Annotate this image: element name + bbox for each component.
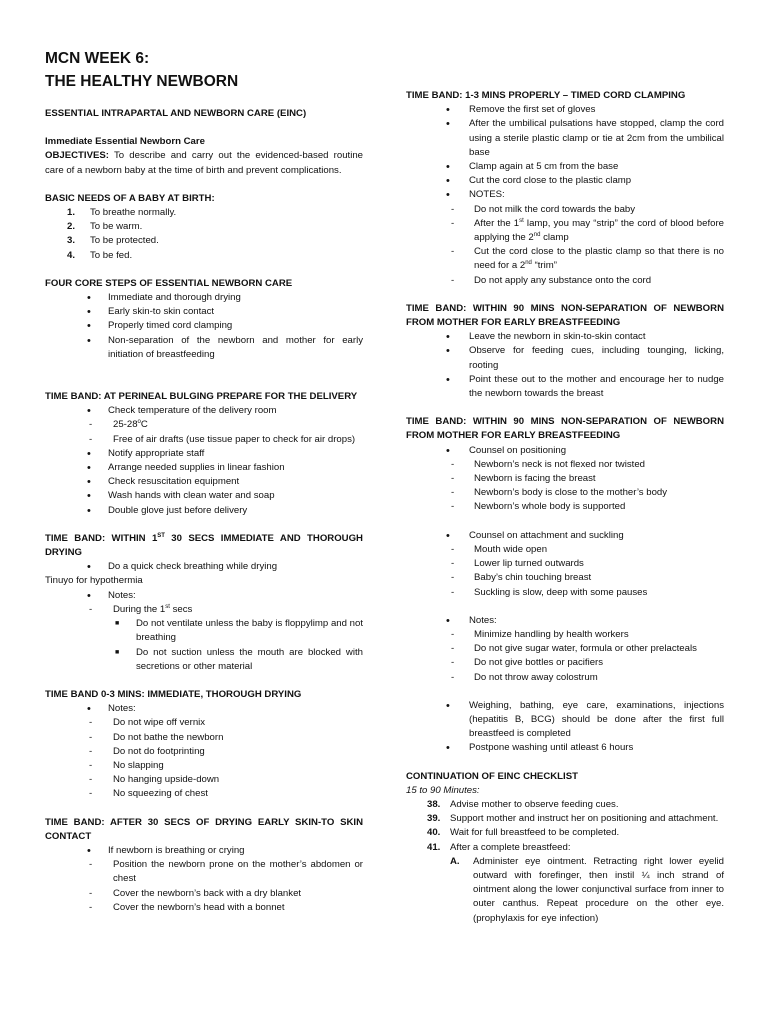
dash-icon: - — [89, 901, 93, 913]
list-item: A. Administer eye ointment. Retracting right lower eyelid outward with forefinger, then instil ¼ inch strand of ointment along the lower conjunctival surface from inner to outer canthus. Repeat procedure on the other eye. (prophylaxis for eye infection) — [450, 855, 724, 924]
dash-icon: - — [451, 671, 455, 683]
non-separation-heading-2: TIME BAND: WITHIN 90 MINS NON-SEPARATION OF NEWBORN FROM MOTHER FOR EARLY BREASTFEEDING — [406, 416, 724, 442]
bullet-icon: • — [87, 476, 91, 489]
list-item: - Cut the cord close to the plastic clamp so that there is no need for a 2nd “trim” — [451, 246, 724, 272]
dash-icon: - — [451, 543, 455, 555]
bullet-icon: • — [87, 703, 91, 716]
list-item: - Do not milk the cord towards the baby — [406, 203, 724, 217]
list-item: 2. To be warm. — [45, 220, 363, 234]
bullet-icon: • — [446, 331, 450, 344]
list-item: - Do not do footprinting — [45, 745, 363, 759]
list-item: • Check resuscitation equipment — [87, 476, 240, 489]
bullet-icon: • — [87, 490, 91, 503]
bullet-icon: • — [87, 447, 91, 460]
list-number: 1. — [67, 207, 76, 219]
bullet-icon: • — [87, 561, 91, 574]
list-item: ■ Do not suction unless the mouth are blocked with secretions or other material — [115, 646, 363, 672]
list-item: • Counsel on positioning — [446, 444, 567, 457]
list-item: - Newborn is facing the breast — [406, 472, 724, 486]
bullet-icon: • — [446, 118, 450, 131]
bullet-icon: • — [446, 742, 450, 755]
list-item: • Observe for feeding cues, including tounging, licking, rooting — [446, 345, 724, 371]
dash-icon: - — [451, 473, 455, 485]
bullet-icon: • — [446, 529, 450, 542]
bullet-icon: • — [87, 334, 91, 347]
list-item: • Arrange needed supplies in linear fashion — [87, 462, 285, 475]
list-number: 39. — [427, 813, 441, 825]
list-item: - Cover the newborn’s head with a bonnet — [45, 901, 363, 915]
right-column — [406, 0, 724, 926]
list-item: - Do not give sugar water, formula or other prelacteals — [406, 642, 724, 656]
list-item: - Do not bathe the newborn — [45, 731, 363, 745]
bullet-icon: • — [87, 589, 91, 602]
four-core-heading: FOUR CORE STEPS OF ESSENTIAL NEWBORN CARE — [45, 277, 293, 289]
left-column — [45, 0, 363, 915]
list-item: • Non-separation of the newborn and mother for early initiation of breastfeeding — [87, 334, 363, 360]
list-item: - Do not apply any substance onto the cord — [406, 274, 724, 288]
bullet-icon: • — [446, 189, 450, 202]
objectives-text: To describe and carry out the evidenced-based routine care of a newborn baby at the time of birth and prevent complications. — [45, 150, 363, 176]
list-item: - Position the newborn prone on the mother’s abdomen or chest — [89, 859, 363, 885]
bullet-icon: • — [446, 614, 450, 627]
list-item: • Properly timed cord clamping — [87, 320, 233, 333]
list-item: - Newborn’s neck is not flexed nor twisted — [406, 458, 724, 472]
bullet-icon: • — [87, 320, 91, 333]
list-item: • Wash hands with clean water and soap — [87, 490, 275, 503]
list-item: • Immediate and thorough drying — [87, 292, 241, 305]
immediate-care-heading: Immediate Essential Newborn Care — [45, 136, 205, 148]
dash-icon: - — [451, 487, 455, 499]
cord-clamping-heading: TIME BAND: 1-3 MINS PROPERLY – TIMED CORD CLAMPING — [406, 90, 686, 101]
list-item: • Clamp again at 5 cm from the base — [446, 161, 619, 174]
list-item: - Do not give bottles or pacifiers — [406, 656, 724, 670]
list-item: - After the 1st lamp, you may “strip” the cord of blood before applying the 2nd clamp — [451, 217, 725, 244]
list-item: - Free of air drafts (use tissue paper to check for air drops) — [45, 433, 363, 447]
list-item: - During the 1st secs — [45, 603, 363, 617]
list-number: 40. — [427, 827, 441, 839]
checklist-heading: CONTINUATION OF EINC CHECKLIST — [406, 770, 578, 782]
bullet-icon: • — [446, 175, 450, 188]
list-item: 4. To be fed. — [45, 249, 363, 263]
perineal-heading: TIME BAND: AT PERINEAL BULGING PREPARE FOR THE DELIVERY — [45, 391, 358, 403]
dash-icon: - — [89, 745, 93, 757]
dash-icon: - — [89, 419, 93, 431]
non-separation-heading-1: TIME BAND: WITHIN 90 MINS NON-SEPARATION OF NEWBORN FROM MOTHER FOR EARLY BREASTFEEDING — [406, 302, 724, 329]
list-item: • Notes: — [87, 703, 136, 716]
list-item: • Notes: — [87, 589, 136, 602]
within-30-secs-heading: TIME BAND: WITHIN 1ST 30 SECS IMMEDIATE AND THOROUGH DRYING — [45, 532, 363, 559]
list-item: • Cut the cord close to the plastic clamp — [446, 175, 632, 188]
list-item: 3. To be protected. — [45, 234, 363, 248]
list-item: - Cover the newborn’s back with a dry blanket — [45, 887, 363, 901]
list-item: 40. Wait for full breastfeed to be completed. — [406, 826, 724, 840]
dash-icon: - — [451, 572, 455, 584]
dash-icon: - — [451, 203, 455, 215]
list-item: 41. After a complete breastfeed: — [406, 841, 724, 855]
bullet-icon: • — [446, 104, 450, 117]
bullet-icon: • — [87, 306, 91, 319]
list-item: - Newborn’s body is close to the mother’s body — [406, 486, 724, 500]
dash-icon: - — [89, 603, 93, 615]
list-item: - Do not throw away colostrum — [406, 671, 724, 685]
checklist-subheading: 15 to 90 Minutes: — [406, 784, 480, 796]
bullet-icon: • — [87, 292, 91, 305]
list-number: 2. — [67, 221, 76, 233]
objectives-paragraph — [45, 149, 363, 177]
list-item: 1. To breathe normally. — [45, 206, 363, 220]
square-bullet-icon: ■ — [115, 620, 120, 628]
bullet-icon: • — [87, 462, 91, 475]
list-item: • Counsel on attachment and suckling — [446, 529, 624, 542]
list-item: - Lower lip turned outwards — [406, 557, 724, 571]
list-item: - No squeezing of chest — [45, 787, 363, 801]
bullet-icon: • — [446, 373, 450, 386]
list-number: 38. — [427, 798, 441, 810]
dash-icon: - — [89, 433, 93, 445]
dash-icon: - — [89, 788, 93, 800]
dash-icon: - — [89, 774, 93, 786]
dash-icon: - — [89, 859, 93, 871]
dash-icon: - — [451, 501, 455, 513]
list-item: • Check temperature of the delivery room — [87, 405, 277, 418]
list-item: - No slapping — [45, 759, 363, 773]
dash-icon: - — [451, 586, 455, 598]
list-item: • If newborn is breathing or crying — [87, 844, 245, 857]
dash-icon: - — [451, 274, 455, 286]
dash-icon: - — [451, 246, 455, 258]
list-letter: A. — [450, 855, 460, 867]
list-item: • NOTES: — [446, 189, 505, 202]
list-item: • Remove the first set of gloves — [446, 104, 596, 117]
square-bullet-icon: ■ — [115, 648, 120, 656]
list-item: • After the umbilical pulsations have stopped, clamp the cord using a sterile plastic clamp or tie at 2cm from the umbilical base — [446, 118, 724, 158]
list-item: - Baby’s chin touching breast — [406, 571, 724, 585]
list-item: ■ Do not ventilate unless the baby is floppylimp and not breathing — [115, 618, 363, 644]
page-title-line1: MCN WEEK 6: — [45, 50, 150, 67]
list-item: 39. Support mother and instruct her on positioning and attachment. — [406, 812, 724, 826]
dash-icon: - — [89, 887, 93, 899]
dash-icon: - — [451, 458, 455, 470]
bullet-icon: • — [446, 444, 450, 457]
list-number: 41. — [427, 841, 441, 853]
list-item: - Mouth wide open — [406, 543, 724, 557]
list-item: - Minimize handling by health workers — [406, 628, 724, 642]
list-item: • Notes: — [446, 614, 497, 627]
page-title-line2: THE HEALTHY NEWBORN — [45, 73, 239, 90]
bullet-icon: • — [87, 844, 91, 857]
list-item: • Postpone washing until atleast 6 hours — [446, 742, 634, 755]
list-item: - No hanging upside-down — [45, 773, 363, 787]
dash-icon: - — [89, 759, 93, 771]
tinuyo-note: Tinuyo for hypothermia — [45, 575, 143, 587]
dash-icon: - — [451, 558, 455, 570]
after-30-secs-heading: TIME BAND: AFTER 30 SECS OF DRYING EARLY SKIN-TO SKIN CONTACT — [45, 816, 363, 842]
temperature-range: 25-28$^o$C — [113, 419, 148, 431]
list-item: - Do not wipe off vernix — [45, 716, 363, 730]
list-item: 38. Advise mother to observe feeding cues. — [406, 798, 724, 812]
list-number: 3. — [67, 235, 76, 247]
bullet-icon: • — [446, 699, 450, 712]
bullet-icon: • — [87, 405, 91, 418]
einc-heading: ESSENTIAL INTRAPARTAL AND NEWBORN CARE (EINC) — [45, 108, 307, 119]
dash-icon: - — [89, 717, 93, 729]
list-number: 4. — [67, 249, 76, 261]
list-item: - Newborn’s whole body is supported — [406, 500, 724, 514]
list-item: • Early skin-to skin contact — [87, 306, 215, 319]
bullet-icon: • — [446, 345, 450, 358]
dash-icon: - — [89, 731, 93, 743]
basic-needs-heading: BASIC NEEDS OF A BABY AT BIRTH: — [45, 192, 215, 204]
list-item: - Suckling is slow, deep with some pauses — [406, 586, 724, 600]
list-item: • Double glove just before delivery — [87, 504, 248, 517]
bullet-icon: • — [446, 161, 450, 174]
dash-icon: - — [451, 628, 455, 640]
dash-icon: - — [451, 217, 455, 229]
band-0-3-heading: TIME BAND 0-3 MINS: IMMEDIATE, THOROUGH DRYING — [45, 688, 302, 700]
list-item: • Notify appropriate staff — [87, 447, 205, 460]
list-item: • Leave the newborn in skin-to-skin contact — [446, 331, 646, 344]
objectives-label: OBJECTIVES: — [45, 150, 109, 162]
list-item — [45, 418, 363, 432]
dash-icon: - — [451, 657, 455, 669]
list-item: • Weighing, bathing, eye care, examinations, injections (hepatitis B, BCG) should be done after the first full breastfeed is completed — [446, 699, 724, 740]
dash-icon: - — [451, 643, 455, 655]
bullet-icon: • — [87, 504, 91, 517]
list-item: • Do a quick check breathing while drying — [87, 561, 278, 574]
list-item: • Point these out to the mother and encourage her to nudge the newborn towards the breast — [446, 373, 724, 400]
